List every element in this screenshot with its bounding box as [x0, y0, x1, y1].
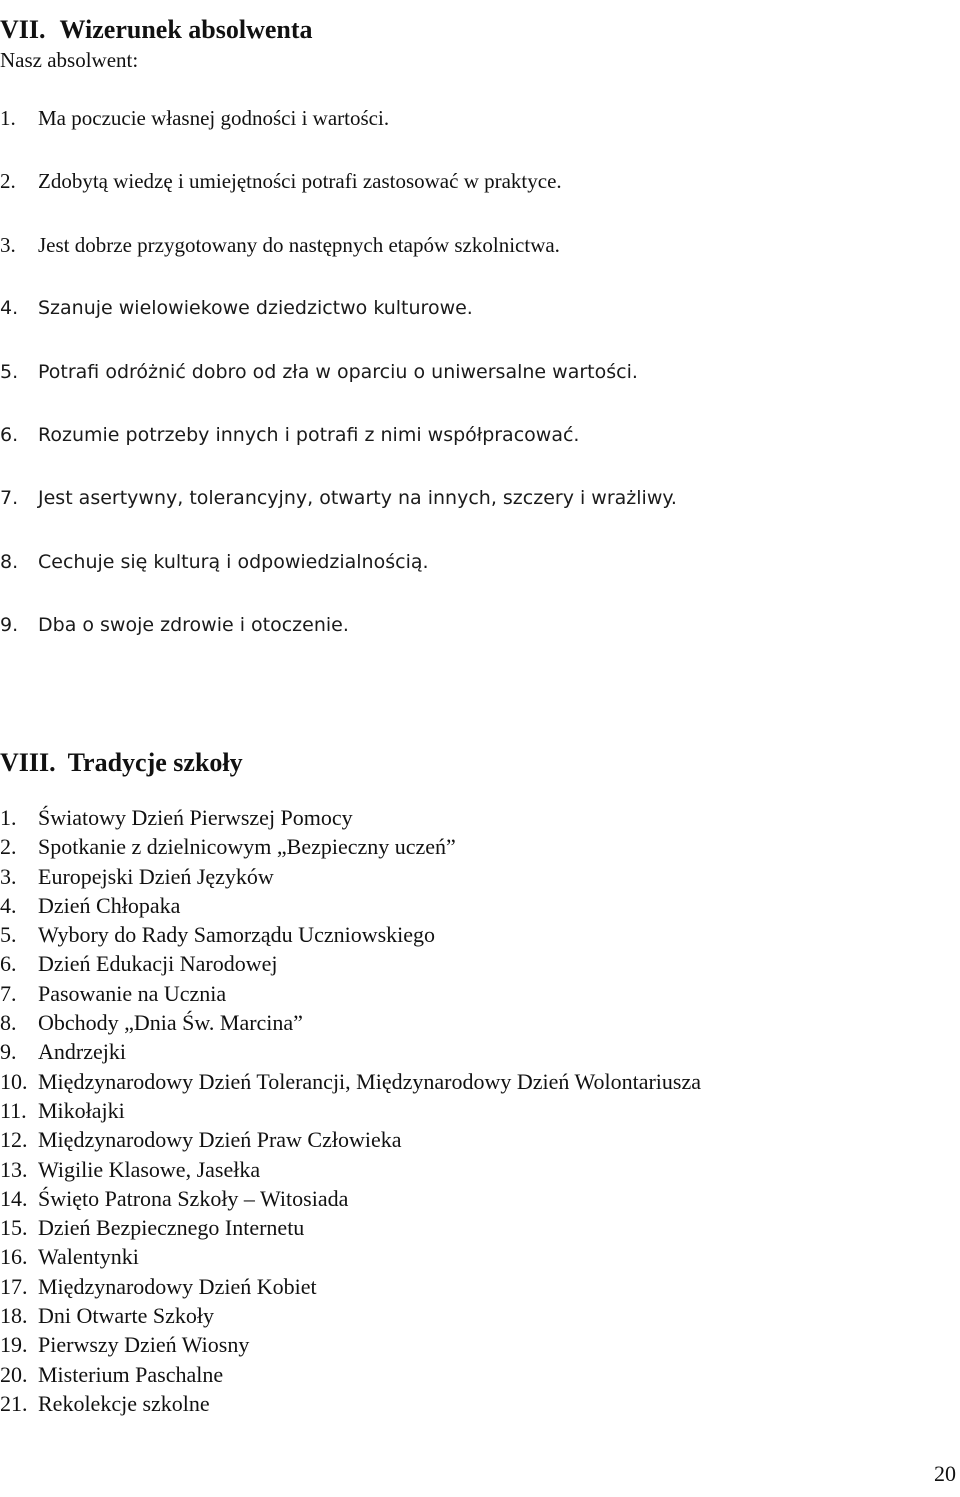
item-text: Walentynki [38, 1244, 139, 1270]
list-item [0, 1009, 701, 1038]
item-number: 18. [0, 1303, 28, 1329]
list-item [0, 950, 701, 979]
item-number: 13. [0, 1156, 28, 1182]
list-item [0, 105, 562, 168]
item-text: Pasowanie na Ucznia [38, 980, 227, 1006]
item-text: Dzień Edukacji Narodowej [38, 951, 278, 977]
section-number: VII. [0, 15, 46, 45]
item-text: Dba o swoje zdrowie i otoczenie. [38, 614, 349, 637]
list-item [0, 612, 677, 675]
graduate-traits-list-continued [0, 295, 677, 675]
list-item [0, 833, 701, 862]
item-number: 16. [0, 1244, 28, 1270]
list-item [0, 1038, 701, 1067]
graduate-traits-list [0, 105, 562, 295]
list-item [0, 921, 701, 950]
item-number: 10. [0, 1068, 28, 1094]
item-number: 6. [0, 951, 17, 977]
item-text: Międzynarodowy Dzień Praw Człowieka [38, 1127, 402, 1153]
list-item [0, 1331, 701, 1360]
item-number: 12. [0, 1127, 28, 1153]
list-item [0, 1214, 701, 1243]
list-item [0, 359, 677, 422]
item-number: 3. [0, 863, 17, 889]
item-text: Misterium Paschalne [38, 1361, 224, 1387]
item-text: Mikołajki [38, 1097, 125, 1123]
item-number: 11. [0, 1097, 27, 1123]
item-text: Spotkanie z dzielnicowym „Bezpieczny uczeń” [38, 834, 456, 860]
item-text: Wybory do Rady Samorządu Uczniowskiego [38, 922, 436, 948]
list-item [0, 1273, 701, 1302]
list-item [0, 1185, 701, 1214]
item-text: Dzień Bezpiecznego Internetu [38, 1215, 305, 1241]
item-text: Szanuje wielowiekowe dziedzictwo kulturowe. [38, 297, 473, 320]
item-text: Pierwszy Dzień Wiosny [38, 1332, 250, 1358]
item-number: 7. [0, 980, 17, 1006]
item-text: Światowy Dzień Pierwszej Pomocy [38, 805, 353, 830]
list-item [0, 549, 677, 612]
item-number: 2. [0, 169, 16, 194]
item-number: 4. [0, 892, 17, 918]
item-text: Wigilie Klasowe, Jasełka [38, 1156, 261, 1182]
list-item [0, 1243, 701, 1272]
item-number: 8. [0, 1010, 17, 1036]
item-number: 21. [0, 1390, 28, 1416]
item-number: 5. [0, 922, 17, 948]
section-title: Tradycje szkoły [67, 748, 243, 778]
item-number: 2. [0, 834, 17, 860]
item-number: 6. [0, 423, 19, 446]
item-text: Europejski Dzień Języków [38, 863, 274, 889]
item-text: Andrzejki [38, 1039, 126, 1065]
item-number: 19. [0, 1332, 28, 1358]
item-number: 1. [0, 805, 17, 830]
item-number: 14. [0, 1185, 28, 1211]
list-item [0, 804, 701, 833]
item-text: Dzień Chłopaka [38, 892, 181, 918]
list-item [0, 1302, 701, 1331]
list-item [0, 1390, 701, 1419]
item-number: 5. [0, 360, 19, 383]
item-number: 4. [0, 297, 19, 320]
item-number: 20. [0, 1361, 28, 1387]
list-item [0, 1126, 701, 1155]
item-text: Potrafi odróżnić dobro od zła w oparciu o uniwersalne wartości. [38, 360, 638, 383]
item-number: 1. [0, 106, 16, 130]
item-number: 9. [0, 1039, 17, 1065]
item-text: Rekolekcje szkolne [38, 1390, 210, 1416]
item-number: 17. [0, 1273, 28, 1299]
page-number: 20 [934, 1461, 956, 1486]
item-text: Rozumie potrzeby innych i potrafi z nimi współpracować. [38, 423, 580, 446]
item-number: 3. [0, 232, 16, 257]
list-item [0, 1097, 701, 1126]
list-item [0, 863, 701, 892]
item-text: Międzynarodowy Dzień Tolerancji, Międzynarodowy Dzień Wolontariusza [38, 1068, 702, 1094]
item-text: Ma poczucie własnej godności i wartości. [38, 106, 390, 130]
section-number: VIII. [0, 748, 56, 778]
item-number: 9. [0, 614, 19, 637]
list-item [0, 295, 677, 358]
intro-text: Nasz absolwent: [0, 48, 139, 72]
item-number: 15. [0, 1215, 28, 1241]
item-text: Jest asertywny, tolerancyjny, otwarty na innych, szczery i wrażliwy. [38, 487, 677, 510]
list-item [0, 485, 677, 548]
item-text: Jest dobrze przygotowany do następnych etapów szkolnictwa. [38, 232, 560, 257]
list-item [0, 980, 701, 1009]
school-traditions-list [0, 804, 701, 1419]
item-text: Międzynarodowy Dzień Kobiet [38, 1273, 317, 1299]
list-item [0, 1156, 701, 1185]
list-item [0, 422, 677, 485]
list-item [0, 168, 562, 231]
item-text: Zdobytą wiedzę i umiejętności potrafi zastosować w praktyce. [38, 169, 562, 194]
section-title: Wizerunek absolwenta [59, 15, 313, 45]
list-item [0, 232, 562, 295]
list-item [0, 1068, 701, 1097]
list-item [0, 1361, 701, 1390]
section-heading-vii [0, 15, 313, 45]
section-heading-viii [0, 748, 243, 778]
item-text: Cechuje się kulturą i odpowiedzialnością. [38, 550, 429, 573]
list-item [0, 892, 701, 921]
item-number: 8. [0, 550, 19, 573]
item-text: Obchody „Dnia Św. Marcina” [38, 1010, 303, 1036]
item-text: Święto Patrona Szkoły – Witosiada [38, 1185, 349, 1211]
item-text: Dni Otwarte Szkoły [38, 1303, 214, 1329]
item-number: 7. [0, 487, 19, 510]
